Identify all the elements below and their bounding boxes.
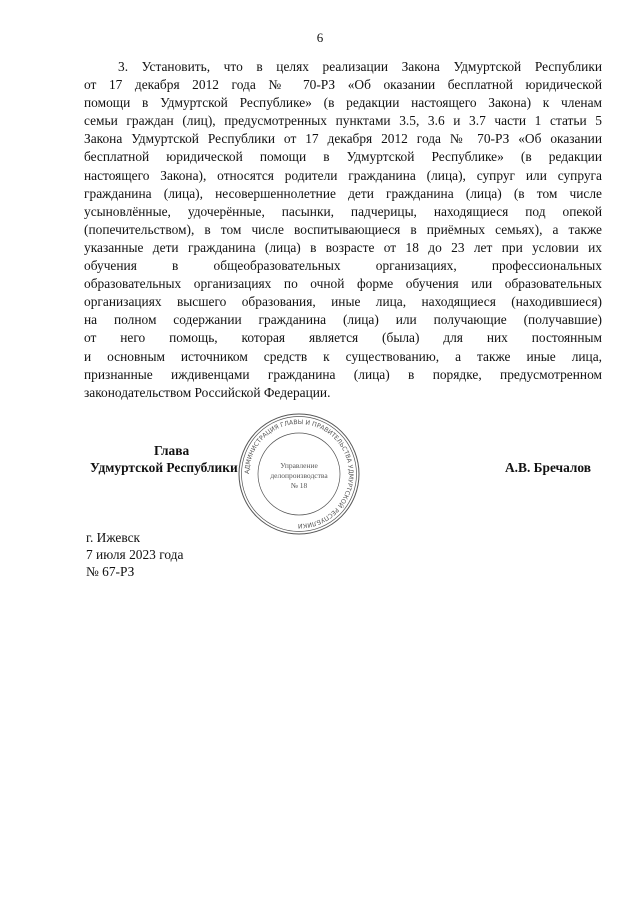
signatory-title-line1: Глава bbox=[154, 443, 190, 458]
official-seal bbox=[237, 412, 361, 536]
paragraph-line: от него помощь, которая является (была) для них постоянным bbox=[84, 330, 602, 346]
footer-law-number: № 67-РЗ bbox=[86, 564, 135, 579]
paragraph-line: и основным источником средств к существованию, а также иные лица, bbox=[84, 348, 602, 364]
paragraph-line: (попечительством), в том числе воспитывающиеся в приёмных семьях), а также bbox=[84, 221, 602, 237]
paragraph-line: 3. Установить, что в целях реализации Закона Удмуртской Республики bbox=[118, 59, 602, 74]
article-paragraph bbox=[84, 58, 602, 402]
footer-city: г. Ижевск bbox=[86, 530, 141, 545]
paragraph-line: организациях высшего образования, иные лица, находящиеся (находившиеся) bbox=[84, 294, 602, 310]
seal-inner-line2: делопроизводства bbox=[270, 471, 328, 480]
paragraph-line: Закона Удмуртской Республики от 17 декабря 2012 года № 70-РЗ «Об оказании bbox=[84, 131, 602, 147]
paragraph-line: от 17 декабря 2012 года № 70-РЗ «Об оказании бесплатной юридической bbox=[84, 77, 602, 93]
paragraph-line: на полном содержании гражданина (лица) или получающие (получавшие) bbox=[84, 312, 602, 328]
paragraph-line: образовательных организациях по очной форме обучения или образовательных bbox=[84, 276, 602, 292]
paragraph-line: законодательством Российской Федерации. bbox=[84, 384, 331, 400]
paragraph-line: семьи граждан (лиц), предусмотренных пунктами 3.5, 3.6 и 3.7 части 1 статьи 5 bbox=[84, 113, 602, 129]
paragraph-line: помощи в Удмуртской Республике» (в редакции настоящего Закона) к членам bbox=[84, 95, 602, 111]
paragraph-line: усыновлённые, удочерённые, пасынки, падчерицы, находящиеся под опекой bbox=[84, 203, 602, 219]
paragraph-line: бесплатной юридической помощи в Удмуртской Республике» (в редакции bbox=[84, 149, 602, 165]
signatory-title-line2: Удмуртской Республики bbox=[90, 460, 238, 475]
seal-inner-line1: Управление bbox=[280, 461, 318, 470]
page-number: 6 bbox=[316, 30, 324, 45]
paragraph-line: указанные дети гражданина (лица) в возрасте от 18 до 23 лет при условии их bbox=[84, 239, 602, 255]
paragraph-line: обучения в общеобразовательных организациях, профессиональных bbox=[84, 258, 602, 274]
paragraph-line: гражданина (лица), несовершеннолетние дети гражданина (лица) (в том числе bbox=[84, 185, 602, 201]
seal-ring-text: АДМИНИСТРАЦИЯ ГЛАВЫ И ПРАВИТЕЛЬСТВА УДМУРТСКОЙ РЕСПУБЛИКИ bbox=[243, 418, 355, 530]
paragraph-line: признанные иждивенцами гражданина (лица) в порядке, предусмотренном bbox=[84, 366, 602, 382]
signer-name: А.В. Бречалов bbox=[505, 460, 592, 475]
paragraph-line: настоящего Закона), относятся родители гражданина (лица), супруг или супруга bbox=[84, 167, 602, 183]
seal-inner-line3: № 18 bbox=[290, 481, 308, 490]
footer-date: 7 июля 2023 года bbox=[86, 547, 184, 562]
